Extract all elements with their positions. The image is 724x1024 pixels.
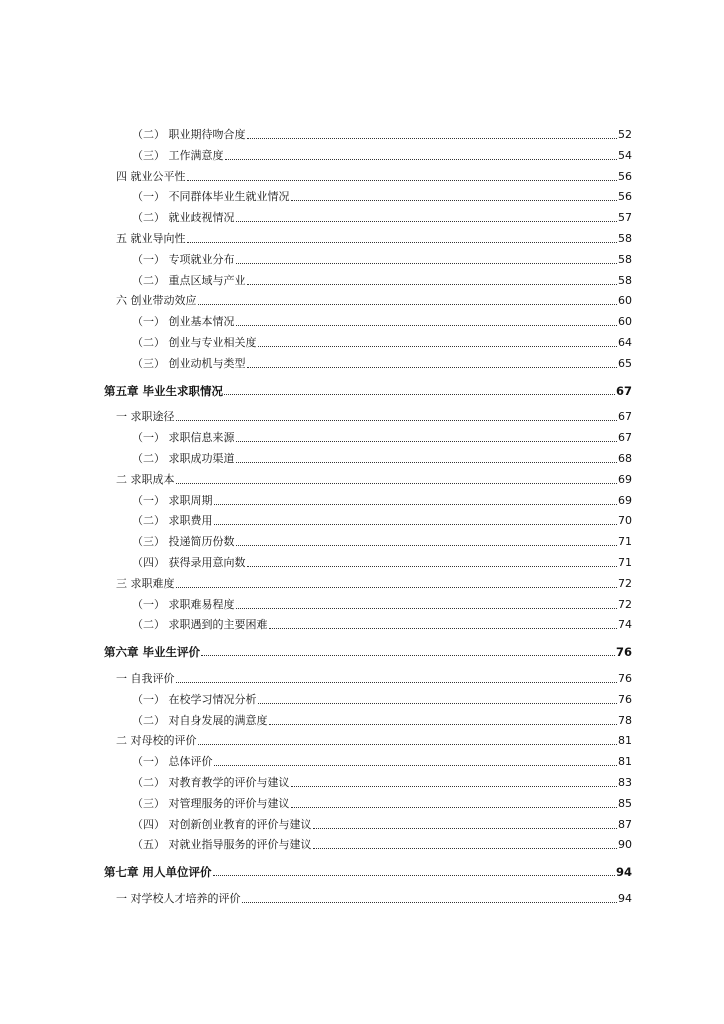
toc-entry-title: （一） 专项就业分布 [132,252,235,266]
toc-subsection-entry[interactable] [104,508,632,528]
toc-entry-page-number: 90 [618,838,632,852]
toc-leader-dots [247,137,618,139]
toc-entry-title: 五 就业导向性 [116,232,186,245]
toc-entry-title: 一 自我评价 [116,672,175,685]
toc-entry-page-number: 60 [618,294,632,308]
toc-subsection-entry[interactable] [104,687,632,707]
toc-entry-title: （二） 对自身发展的满意度 [132,713,268,727]
toc-leader-dots [224,393,615,395]
toc-entry-page-number: 76 [618,672,632,685]
toc-entry-title: （四） 获得录用意向数 [132,556,246,569]
toc-subsection-entry[interactable] [104,309,632,329]
toc-section-entry[interactable] [104,467,632,487]
toc-section-entry[interactable] [104,226,632,246]
toc-entry-title: （一） 求职周期 [132,493,213,507]
toc-entry-title: （一） 创业基本情况 [132,315,235,329]
toc-entry-page-number: 70 [618,514,632,528]
toc-entry-title: （二） 求职遇到的主要困难 [132,618,268,632]
toc-leader-dots [236,461,618,463]
toc-leader-dots [247,283,618,285]
toc-entry-page-number: 67 [618,410,632,424]
toc-entry-title: 四 就业公平性 [116,169,186,183]
toc-leader-dots [269,627,618,629]
toc-entry-title: 二 对母校的评价 [116,734,197,748]
toc-leader-dots [291,199,618,201]
toc-leader-dots [236,607,618,609]
toc-leader-dots [269,723,618,725]
toc-entry-page-number: 58 [618,252,632,266]
toc-subsection-entry[interactable] [104,529,632,549]
toc-leader-dots [213,874,615,876]
toc-entry-page-number: 69 [618,493,632,507]
toc-leader-dots [247,565,618,567]
toc-leader-dots [198,303,618,305]
toc-entry-page-number: 56 [618,190,632,204]
toc-section-entry[interactable] [104,666,632,686]
toc-section-entry[interactable] [104,571,632,591]
toc-entry-page-number: 54 [618,148,632,162]
toc-entry-title: （二） 重点区域与产业 [132,273,246,287]
toc-entry-title: 第七章 用人单位评价 [104,865,212,880]
toc-subsection-entry[interactable] [104,612,632,632]
toc-section-entry[interactable] [104,288,632,308]
toc-entry-title: 三 求职难度 [116,576,175,590]
toc-subsection-entry[interactable] [104,330,632,350]
toc-subsection-entry[interactable] [104,351,632,371]
toc-entry-title: （二） 对教育教学的评价与建议 [132,776,290,789]
toc-leader-dots [176,586,618,588]
toc-entry-page-number: 87 [618,817,632,831]
toc-leader-dots [236,544,618,546]
toc-leader-dots [236,440,618,442]
toc-leader-dots [313,847,618,849]
toc-subsection-entry[interactable] [104,749,632,769]
toc-entry-title: 二 求职成本 [116,472,175,486]
toc-subsection-entry[interactable] [104,247,632,267]
toc-entry-title: 第五章 毕业生求职情况 [104,383,224,398]
toc-chapter-entry[interactable] [104,639,632,659]
toc-entry-title: （一） 求职信息来源 [132,431,235,445]
toc-entry-page-number: 67 [618,431,632,445]
toc-leader-dots [258,345,618,347]
toc-leader-dots [176,482,618,484]
toc-entry-page-number: 68 [618,452,632,465]
toc-leader-dots [258,702,618,704]
toc-entry-title: （二） 求职费用 [132,514,213,528]
toc-entry-title: 一 求职途径 [116,410,175,424]
toc-entry-title: （三） 创业动机与类型 [132,356,246,370]
toc-entry-page-number: 72 [618,576,632,590]
toc-entry-title: 第六章 毕业生评价 [104,645,201,660]
toc-subsection-entry[interactable] [104,592,632,612]
toc-leader-dots [236,324,618,326]
toc-entry-page-number: 76 [618,692,632,706]
toc-entry-title: 六 创业带动效应 [116,294,197,308]
toc-entry-title: （二） 求职成功渠道 [132,452,235,465]
toc-entry-page-number: 57 [618,211,632,225]
toc-entry-page-number: 71 [618,556,632,569]
toc-subsection-entry[interactable] [104,550,632,570]
toc-entry-page-number: 67 [615,383,632,398]
toc-chapter-entry[interactable] [104,859,632,879]
toc-leader-dots [291,806,618,808]
toc-entry-page-number: 94 [618,892,632,905]
toc-leader-dots [291,785,618,787]
toc-entry-page-number: 81 [618,734,632,748]
toc-subsection-entry[interactable] [104,205,632,225]
toc-entry-page-number: 74 [618,618,632,632]
toc-subsection-entry[interactable] [104,184,632,204]
toc-entry-page-number: 85 [618,796,632,810]
toc-leader-dots [236,262,618,264]
toc-leader-dots [198,743,618,745]
toc-entry-title: （三） 工作满意度 [132,148,224,162]
toc-entry-title: （三） 对管理服务的评价与建议 [132,796,290,810]
toc-leader-dots [247,366,618,368]
toc-entry-title: （五） 对就业指导服务的评价与建议 [132,838,312,852]
toc-subsection-entry[interactable] [104,425,632,445]
toc-entry-title: （二） 创业与专业相关度 [132,336,257,349]
toc-entry-page-number: 78 [618,713,632,727]
toc-leader-dots [236,220,618,222]
toc-entry-page-number: 81 [618,755,632,769]
toc-chapter-entry[interactable] [104,378,632,398]
toc-leader-dots [187,241,618,243]
toc-leader-dots [214,764,618,766]
toc-entry-title: （二） 职业期待吻合度 [132,128,246,141]
toc-entry-title: （一） 在校学习情况分析 [132,692,257,706]
toc-entry-page-number: 76 [615,645,632,660]
toc-section-entry[interactable] [104,164,632,184]
toc-entry-page-number: 65 [618,356,632,370]
toc-leader-dots [201,654,615,656]
toc-leader-dots [225,158,618,160]
toc-section-entry[interactable] [104,728,632,748]
toc-entry-page-number: 71 [618,535,632,549]
toc-subsection-entry[interactable] [104,708,632,728]
toc-subsection-entry[interactable] [104,770,632,790]
toc-entry-title: （三） 投递简历份数 [132,535,235,549]
toc-entry-page-number: 72 [618,597,632,611]
toc-leader-dots [313,827,618,829]
toc-entry-page-number: 83 [618,776,632,789]
toc-section-entry[interactable] [104,886,632,906]
toc-entry-title: （四） 对创新创业教育的评价与建议 [132,817,312,831]
toc-subsection-entry[interactable] [104,122,632,142]
toc-subsection-entry[interactable] [104,791,632,811]
toc-entry-title: （二） 就业歧视情况 [132,211,235,225]
toc-entry-page-number: 94 [615,865,632,880]
toc-entry-page-number: 58 [618,232,632,245]
toc-entry-page-number: 60 [618,315,632,329]
toc-entry-title: 一 对学校人才培养的评价 [116,892,241,905]
toc-subsection-entry[interactable] [104,446,632,466]
toc-entry-page-number: 69 [618,472,632,486]
toc-section-entry[interactable] [104,404,632,424]
toc-leader-dots [214,523,618,525]
toc-entry-title: （一） 求职难易程度 [132,597,235,611]
toc-leader-dots [214,503,618,505]
toc-subsection-entry[interactable] [104,143,632,163]
toc-entry-title: （一） 不同群体毕业生就业情况 [132,190,290,204]
toc-subsection-entry[interactable] [104,832,632,852]
toc-entry-title: （一） 总体评价 [132,755,213,769]
toc-subsection-entry[interactable] [104,812,632,832]
toc-entry-page-number: 64 [618,336,632,349]
toc-subsection-entry[interactable] [104,488,632,508]
toc-entry-page-number: 52 [618,128,632,141]
toc-leader-dots [176,419,618,421]
toc-leader-dots [242,901,618,903]
toc-entry-page-number: 56 [618,169,632,183]
toc-leader-dots [176,681,618,683]
toc-subsection-entry[interactable] [104,268,632,288]
toc-entry-page-number: 58 [618,273,632,287]
toc-leader-dots [187,179,618,181]
